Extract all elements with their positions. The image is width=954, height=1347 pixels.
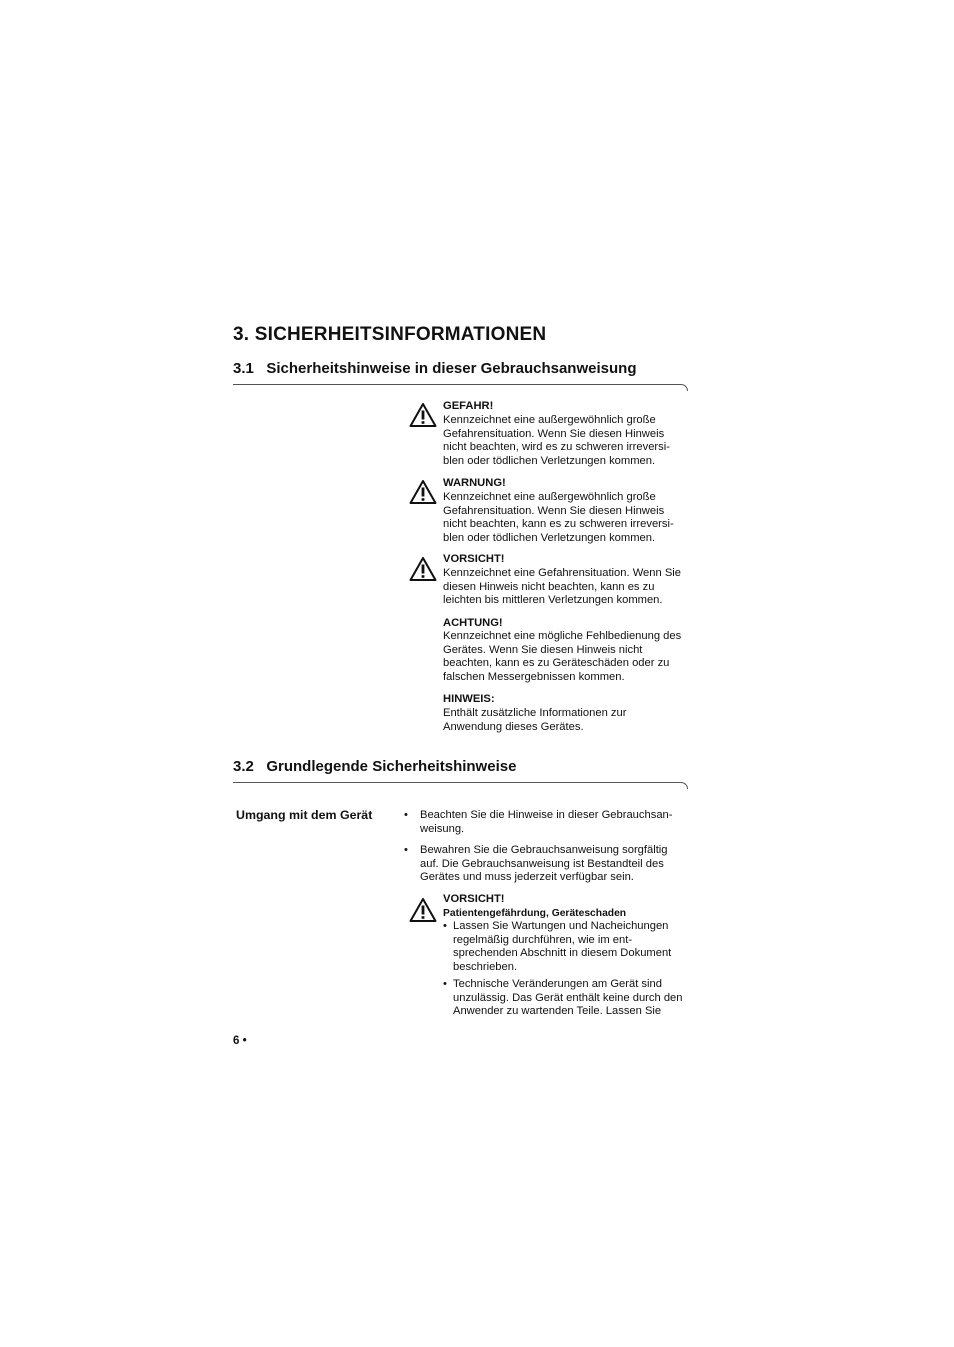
- notice-label-gefahr: GEFAHR!: [443, 400, 494, 412]
- section-heading-3-2: 3.2 Grundlegende Sicherheitshinweise: [233, 758, 517, 775]
- notice-text-achtung: Kennzeichnet eine mögliche Fehlbedienung des Gerätes. Wenn Sie diesen Hinweis nicht beachten, kann es zu Geräteschäden oder zu falschen Messergebnissen kommen.: [443, 630, 682, 683]
- list-item: [443, 920, 693, 976]
- side-heading: Umgang mit dem Gerät: [236, 808, 373, 822]
- caution-label: VORSICHT!: [443, 893, 505, 905]
- notice-label-warnung: WARNUNG!: [443, 477, 506, 489]
- warning-triangle-icon: [409, 556, 437, 582]
- caution-subtitle: Patientengefährdung, Geräteschaden: [443, 908, 627, 919]
- list-item-text: Technische Veränderungen am Gerät sind unzulässig. Das Gerät enthält keine durch den Anwender zu wartenden Teile. Lassen Sie: [453, 978, 683, 1018]
- notice-text-vorsicht: Kennzeichnet eine Gefahrensituation. Wenn Sie diesen Hinweis nicht beachten, kann es zu leichten bis mittleren Verletzungen kommen.: [443, 567, 681, 607]
- notice-label-vorsicht: VORSICHT!: [443, 553, 505, 565]
- notice-text-gefahr: Kennzeichnet eine außergewöhnlich große Gefahrensituation. Wenn Sie diesen Hinweis nicht beachten, wird es zu schweren irreversi- blen oder tödlichen Verletzungen kommen.: [443, 414, 670, 467]
- warning-triangle-icon: [409, 897, 437, 923]
- notice-text-warnung: Kennzeichnet eine außergewöhnlich große Gefahrensituation. Wenn Sie diesen Hinweis nicht beachten, kann es zu schweren irreversi- blen oder tödlichen Verletzungen kommen.: [443, 491, 674, 544]
- section-heading-3-1: 3.1 Sicherheitshinweise in dieser Gebrauchsanweisung: [233, 360, 637, 377]
- bullet-point: •: [443, 920, 447, 932]
- notice-label-hinweis: HINWEIS:: [443, 693, 495, 705]
- notice-text-hinweis: Enthält zusätzliche Informationen zur Anwendung dieses Gerätes.: [443, 707, 627, 733]
- page-number: 6 •: [233, 1035, 247, 1047]
- list-item: [404, 809, 694, 839]
- list-item: [404, 844, 694, 888]
- list-item-text: Beachten Sie die Hinweise in dieser Gebrauchsan- weisung.: [420, 809, 673, 835]
- bullet-point: •: [404, 809, 408, 821]
- bullet-point: •: [443, 978, 447, 990]
- list-item-text: Lassen Sie Wartungen und Nacheichungen regelmäßig durchführen, wie im ent- sprechenden Abschnitt in diesem Dokument beschrieben.: [453, 920, 672, 973]
- chapter-title: 3. SICHERHEITSINFORMATIONEN: [233, 324, 547, 345]
- section-divider: [233, 782, 688, 789]
- section-divider: [233, 384, 688, 391]
- list-item: [443, 978, 693, 1022]
- list-item-text: Bewahren Sie die Gebrauchsanweisung sorgfältig auf. Die Gebrauchsanweisung ist Bestandteil des Gerätes und muss jederzeit verfügbar sein.: [420, 844, 668, 884]
- notice-label-achtung: ACHTUNG!: [443, 617, 503, 629]
- warning-triangle-icon: [409, 479, 437, 505]
- warning-triangle-icon: [409, 402, 437, 428]
- bullet-point: •: [404, 844, 408, 856]
